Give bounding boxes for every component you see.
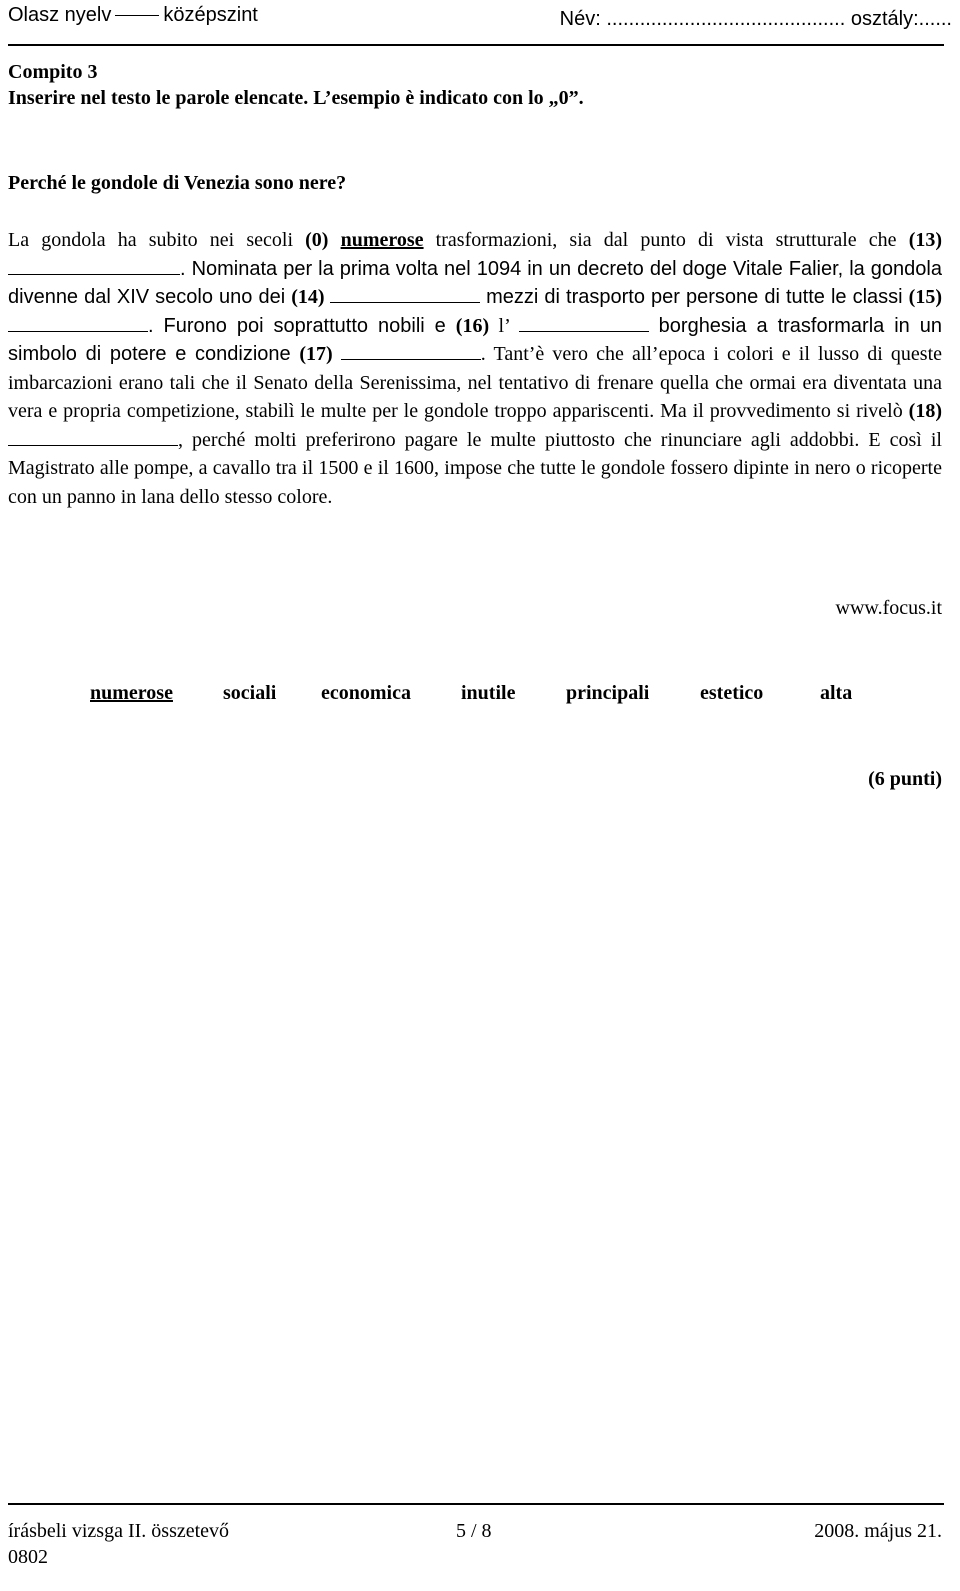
gap-17-blank[interactable] xyxy=(341,341,481,360)
example-answer: numerose xyxy=(340,229,424,251)
gap-16-blank[interactable] xyxy=(519,313,649,332)
level: középszint xyxy=(163,4,258,26)
gap-14-blank[interactable] xyxy=(330,284,480,303)
word-bank-item: alta xyxy=(820,682,853,704)
subject-level xyxy=(8,4,258,27)
footer-page: 5 / 8 xyxy=(456,1520,492,1542)
gap-number-15: (15) xyxy=(908,286,942,308)
source: www.focus.it xyxy=(835,597,942,619)
gap-number-16: (16) xyxy=(455,314,490,337)
gap-18-blank[interactable] xyxy=(8,427,178,446)
word-bank-item: sociali xyxy=(223,682,277,704)
cloze-text: La gondola ha subito nei secoli (0) numerose trasformazioni, sia dal punto di vista strutturale che (13). Nominata per la prima volta nel 1094 in un decreto del doge Vitale Falier, la gondola divenne dal XIV secolo uno dei (14) mezzi di trasporto per persone di tutte le classi (15) . Furono poi soprattutto nobili e (16) l’ borghesia a trasformarla in un simbolo di potere e condizione (17) . Tant’è vero che all’epoca i colori e il lusso di queste imbarcazioni erano tali che il Senato della Serenissima, nel tentativo di frenare quella che ormai era diventata una vera e propria competizione, stabilì le multe per le gondole troppo appariscenti. Ma il provvedimento si rivelò (18) , perché molti preferirono pagare le multe piuttosto che rinunciare agli addobbi. E così il Magistrato alle pompe, a cavallo tra il 1500 e il 1600, impose che tutte le gondole fossero dipinte in nero o ricoperte con un panno in lana dello stesso colore. xyxy=(8,229,943,508)
header-rule xyxy=(8,44,944,46)
word-bank-item: numerose xyxy=(90,682,173,704)
points: (6 punti) xyxy=(868,768,942,790)
gap-number-0: (0) xyxy=(305,229,329,251)
gap-15-blank[interactable] xyxy=(8,313,148,332)
gap-number-13: (13) xyxy=(908,229,943,251)
word-bank-item: economica xyxy=(321,682,411,704)
footer-date: 2008. május 21. xyxy=(814,1520,942,1542)
footer-exam xyxy=(8,1518,229,1570)
gap-number-18: (18) xyxy=(908,400,942,422)
page-header xyxy=(8,0,952,44)
header-dash xyxy=(115,15,159,16)
gap-number-14: (14) xyxy=(291,286,325,308)
word-bank-item: inutile xyxy=(461,682,516,704)
name-class-field: Név: ........................................... osztály:...... xyxy=(559,8,952,30)
subject: Olasz nyelv xyxy=(8,4,112,26)
footer-code: 0802 xyxy=(8,1546,48,1568)
gap-number-17: (17) xyxy=(299,343,333,365)
word-bank-item: estetico xyxy=(700,682,764,704)
word-bank-item: principali xyxy=(566,682,650,704)
gap-13-blank[interactable] xyxy=(8,256,180,275)
task-instruction: Inserire nel testo le parole elencate. L’esempio è indicato con lo „0”. xyxy=(8,87,584,109)
footer-exam-label: írásbeli vizsga II. összetevő xyxy=(8,1520,230,1542)
task-title: Compito 3 xyxy=(8,61,98,83)
text-title: Perché le gondole di Venezia sono nere? xyxy=(8,172,347,194)
footer-rule xyxy=(8,1503,944,1505)
